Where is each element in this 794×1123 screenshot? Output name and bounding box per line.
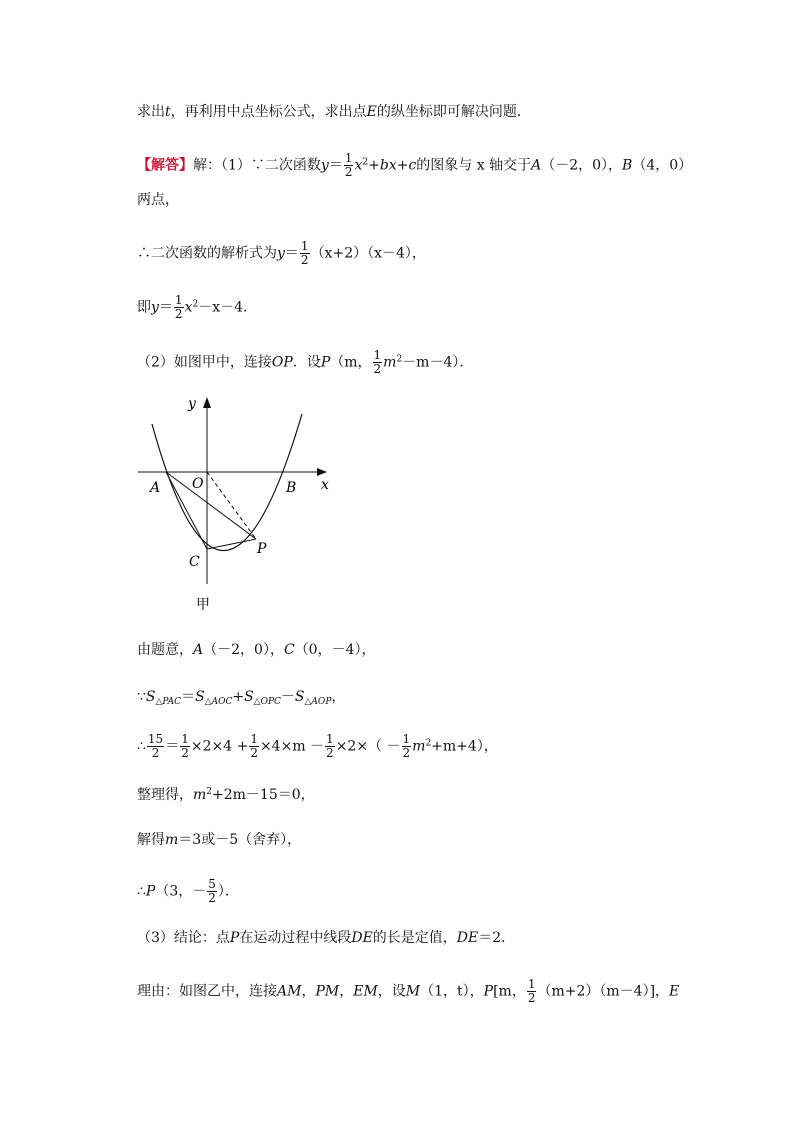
line-area-equation: ∴ $\frac{15}{2}$ ＝ $\frac{1}{2}$ ×2×4 + $\frac{1}{2}$ ×4×m － $\frac{1}{2}$ ×2×（ － $\frac{1}{2}$ $m^2+m+4$）， xyxy=(137,732,498,760)
parabola-figure xyxy=(130,388,340,618)
label-O: O xyxy=(192,476,204,492)
text: ＝ xyxy=(328,157,343,174)
line-two-points xyxy=(137,190,179,210)
fraction: $\frac{15}{2}$ xyxy=(147,732,164,760)
line-hint xyxy=(137,102,531,122)
fraction: $\frac{1}{2}$ xyxy=(174,293,183,321)
line-area-relation: $\because S_{\triangle PAC}=S_{\triangle AOC}+S_{\triangle OPC}-S_{\triangle AOP}$， xyxy=(137,689,346,707)
line-solve: 解得m＝3或－5（舍弃）， xyxy=(137,832,302,848)
fraction: $\frac{1}{2}$ xyxy=(300,239,309,267)
text: 的纵坐标即可解决问题． xyxy=(376,104,531,120)
fraction: $\frac{1}{2}$ xyxy=(402,732,411,760)
fraction: $\frac{1}{2}$ xyxy=(250,732,258,760)
line-part2: （2）如图甲中，连接OP．设P（m， $\frac{1}{2}$ $m^2-m-4$）． xyxy=(137,348,474,376)
segment-AP xyxy=(166,472,256,539)
var-B: B xyxy=(622,157,633,174)
line-reason: 理由：如图乙中，连接AM，PM，EM，设M（1，t），P[m， $\frac{1}{2}$ （m+2）（m－4）]，E xyxy=(137,977,680,1005)
text: 两点， xyxy=(137,192,179,208)
label-B: B xyxy=(286,480,297,496)
var-t: t xyxy=(165,104,171,120)
fraction: $\frac{1}{2}$ xyxy=(344,151,353,179)
text: 解：（1）∵二次函数 xyxy=(193,157,321,174)
fraction: $\frac{1}{2}$ xyxy=(181,732,189,760)
text: 求出 xyxy=(137,104,165,120)
line-simplify: 整理得，$m^2+2m-15=0$， xyxy=(137,787,315,803)
label-x: x xyxy=(321,477,329,493)
fraction: $\frac{1}{2}$ xyxy=(326,732,334,760)
var-y: y xyxy=(320,157,329,174)
line-expanded: 即y＝ $\frac{1}{2}$ $x^2-x-4$． xyxy=(137,293,258,321)
y-axis-arrow xyxy=(203,397,211,408)
text: +bx+c xyxy=(368,157,417,174)
x-axis-arrow xyxy=(317,468,327,476)
line-given: 由题意，A（－2，0），C（0，－4）， xyxy=(137,642,376,658)
fraction: $\frac{5}{2}$ xyxy=(208,877,216,905)
line-analytic: ∴二次函数的解析式为y＝ $\frac{1}{2}$ （x+2）（x－4）， xyxy=(137,239,426,267)
var-A: A xyxy=(531,157,542,174)
fraction: $\frac{1}{2}$ xyxy=(373,348,382,376)
figure-caption: 甲 xyxy=(196,597,210,613)
answer-tag: 【解答】 xyxy=(137,157,193,174)
text: （－2，0）， xyxy=(541,157,623,174)
text: ∴二次函数的解析式为 xyxy=(137,245,277,262)
label-C: C xyxy=(189,554,200,570)
label-y: y xyxy=(188,396,196,412)
parabola-curve xyxy=(152,414,302,551)
text: （4，0） xyxy=(632,157,693,174)
segment-CP xyxy=(207,539,256,549)
segment-OP-dashed xyxy=(207,472,256,539)
text: ，再利用中点坐标公式，求出点 xyxy=(170,104,367,120)
line-point-P: ∴P（3，－ $\frac{5}{2}$ ）． xyxy=(137,877,239,905)
label-A: A xyxy=(150,480,161,496)
line-answer-1: 【解答】解：（1）∵二次函数y＝ $\frac{1}{2}$ $x^2+bx+c$的图象与 x 轴交于A（－2，0），B（4，0） xyxy=(137,151,693,179)
var-E: E xyxy=(366,104,377,120)
fraction: $\frac{1}{2}$ xyxy=(527,977,536,1005)
var-x: x xyxy=(354,157,363,174)
label-P: P xyxy=(257,541,267,557)
line-part3: （3）结论：点P在运动过程中线段DE的长是定值，DE＝2． xyxy=(137,930,516,946)
text: 的图象与 x 轴交于 xyxy=(416,157,532,174)
